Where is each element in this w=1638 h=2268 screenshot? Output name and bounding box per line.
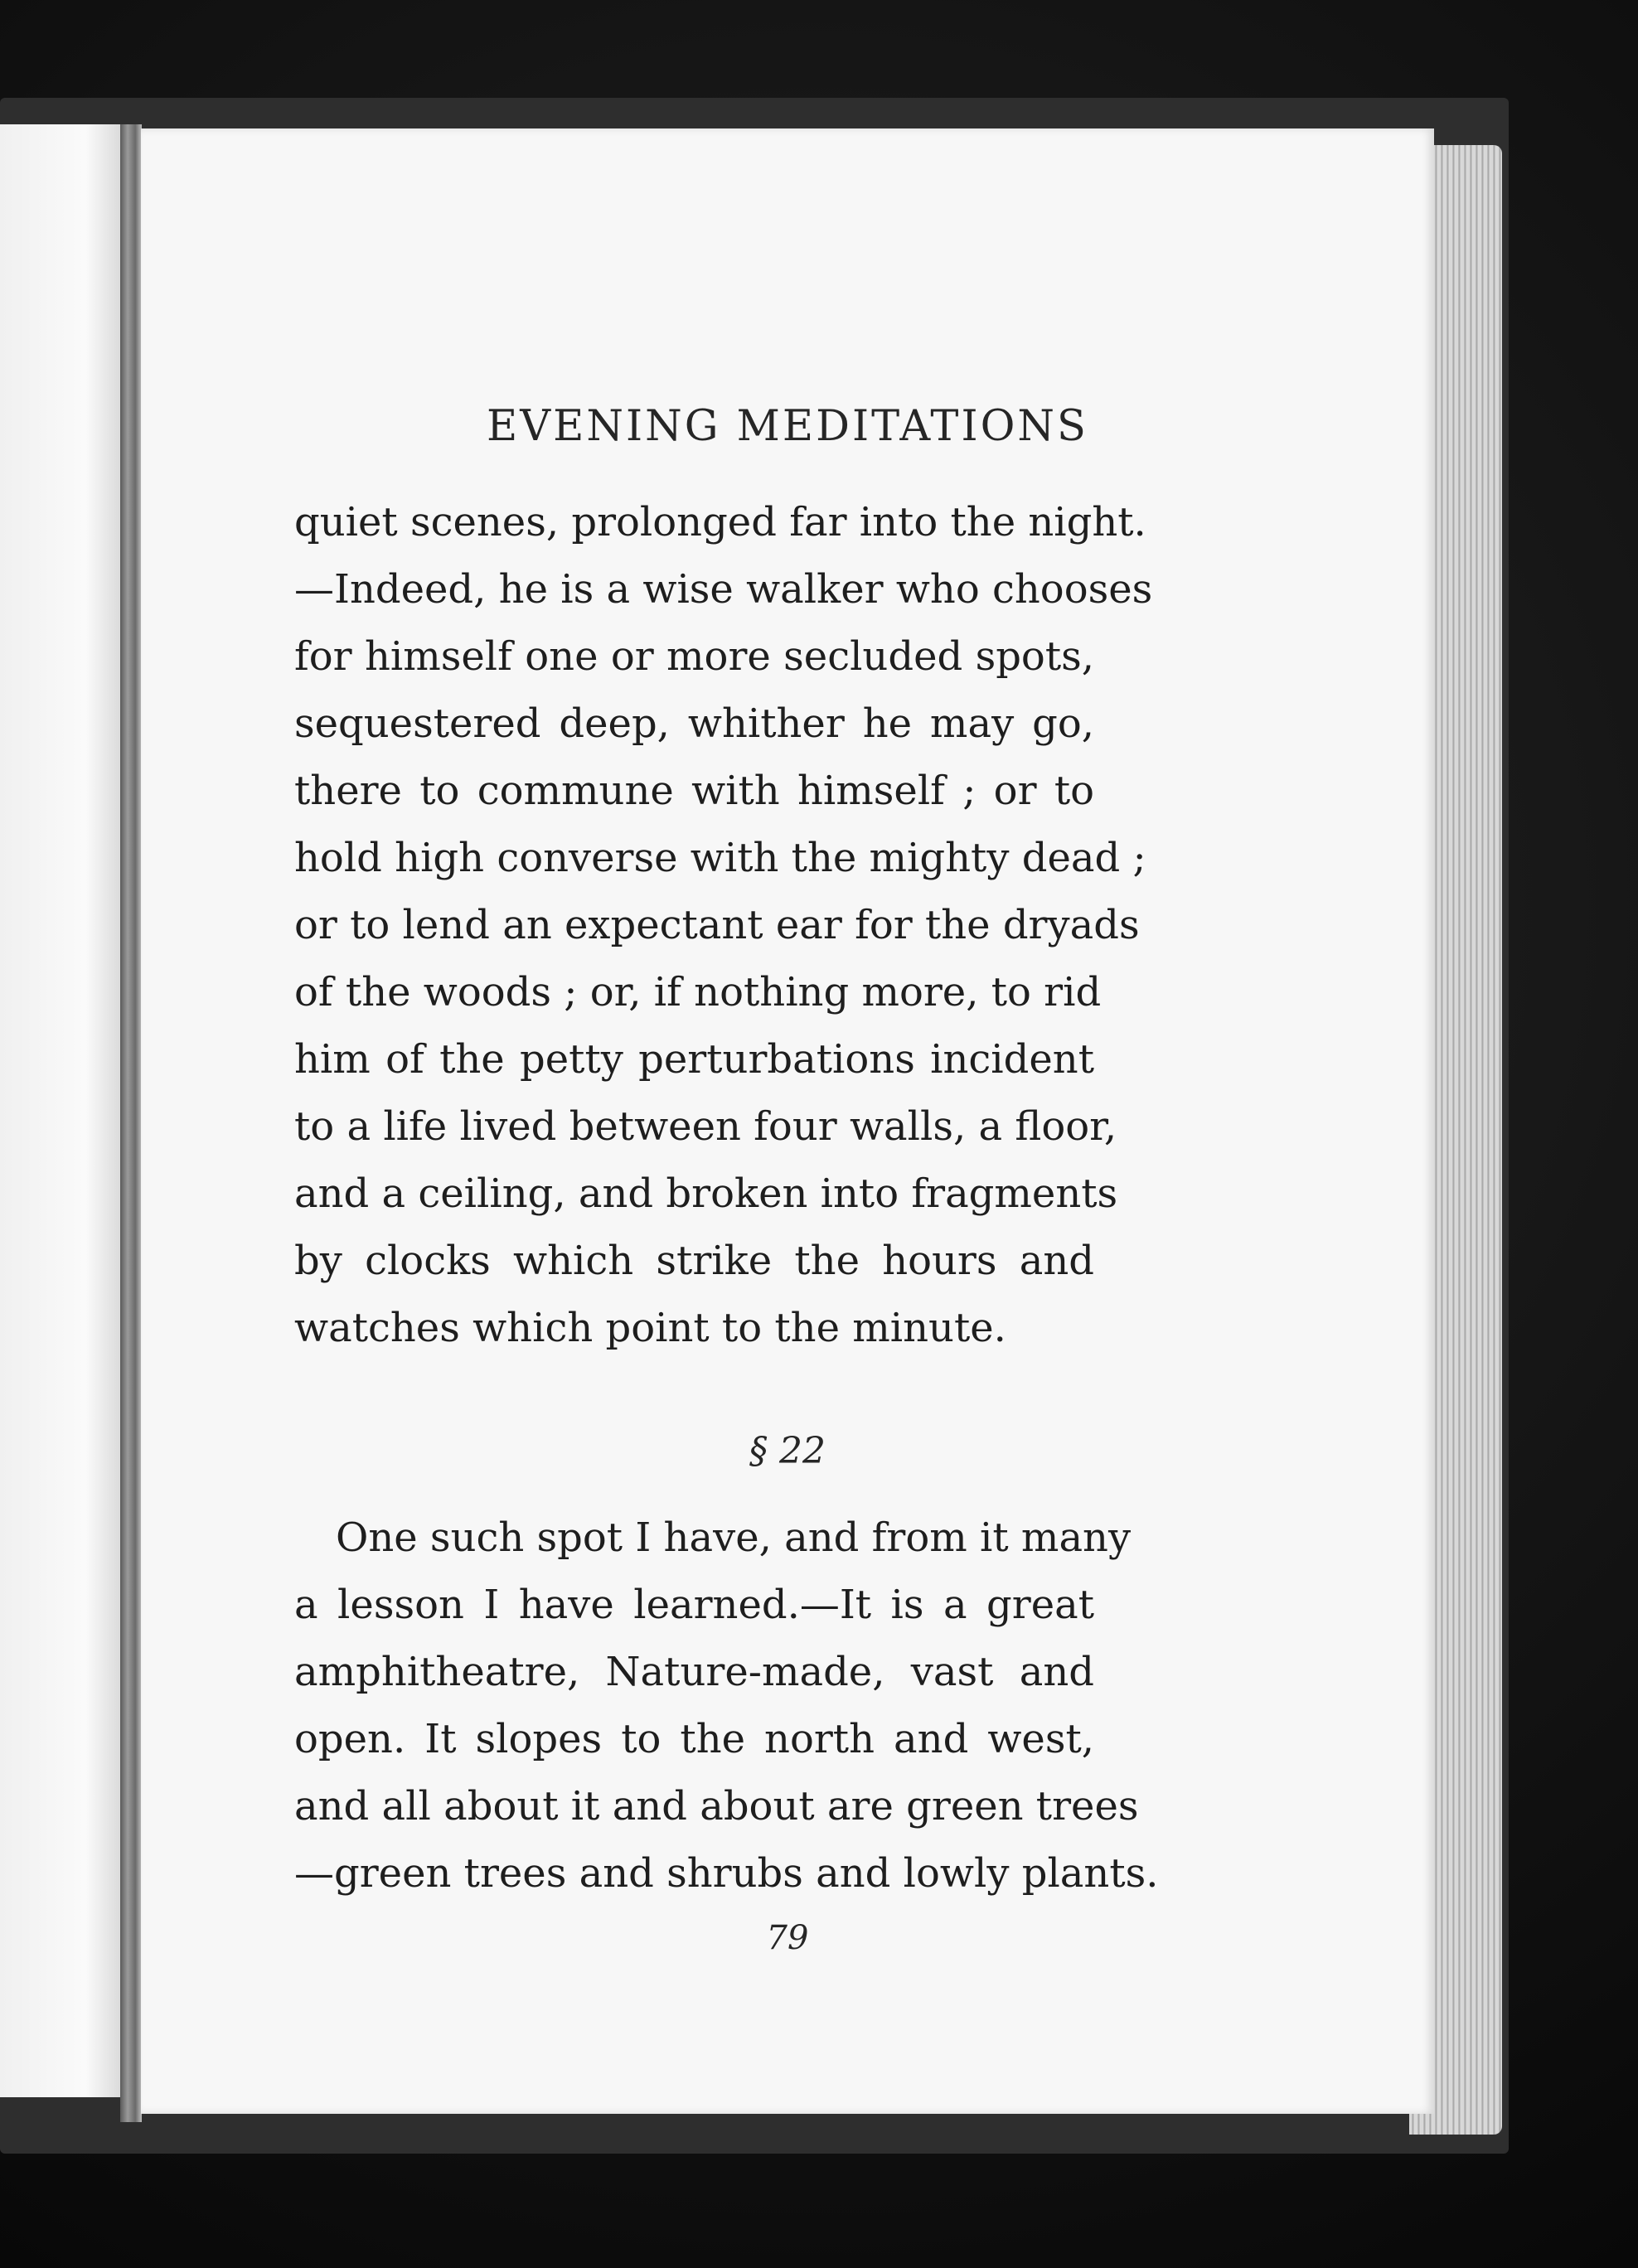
page-number: 79 [766,1919,809,1957]
paragraph-section-22 [294,1505,1159,1907]
text-line: to a life lived between four walls, a floor, [294,1103,1117,1150]
text-line: amphitheatre, Nature-made, vast and [294,1649,1094,1695]
text-line: and all about it and about are green trees [294,1783,1139,1829]
text-line: and a ceiling, and broken into fragments [294,1170,1118,1217]
text-line: —Indeed, he is a wise walker who chooses [294,566,1153,613]
paragraph-continued [294,489,1153,1362]
text-line: him of the petty perturbations incident [294,1036,1094,1083]
text-line: —green trees and shrubs and lowly plants. [294,1850,1159,1897]
left-page-edge [0,124,123,2097]
text-line: there to commune with himself ; or to [294,768,1094,814]
text-line: for himself one or more secluded spots, [294,633,1094,680]
text-line: sequestered deep, whither he may go, [294,700,1094,747]
text-line: hold high converse with the mighty dead ; [294,835,1146,881]
text-line: One such spot I have, and from it many [336,1514,1132,1561]
section-marker: § 22 [749,1430,826,1472]
text-line: or to lend an expectant ear for the dryads [294,902,1140,948]
book-gutter [120,124,142,2122]
text-line: quiet scenes, prolonged far into the night. [294,499,1146,545]
text-line: a lesson I have learned.—It is a great [294,1582,1094,1628]
text-line: open. It slopes to the north and west, [294,1716,1094,1762]
running-header: EVENING MEDITATIONS [487,402,1088,451]
text-line: watches which point to the minute. [294,1305,1006,1351]
text-line: by clocks which strike the hours and [294,1238,1094,1284]
text-line: of the woods ; or, if nothing more, to rid [294,969,1102,1015]
book-page [141,128,1434,2114]
